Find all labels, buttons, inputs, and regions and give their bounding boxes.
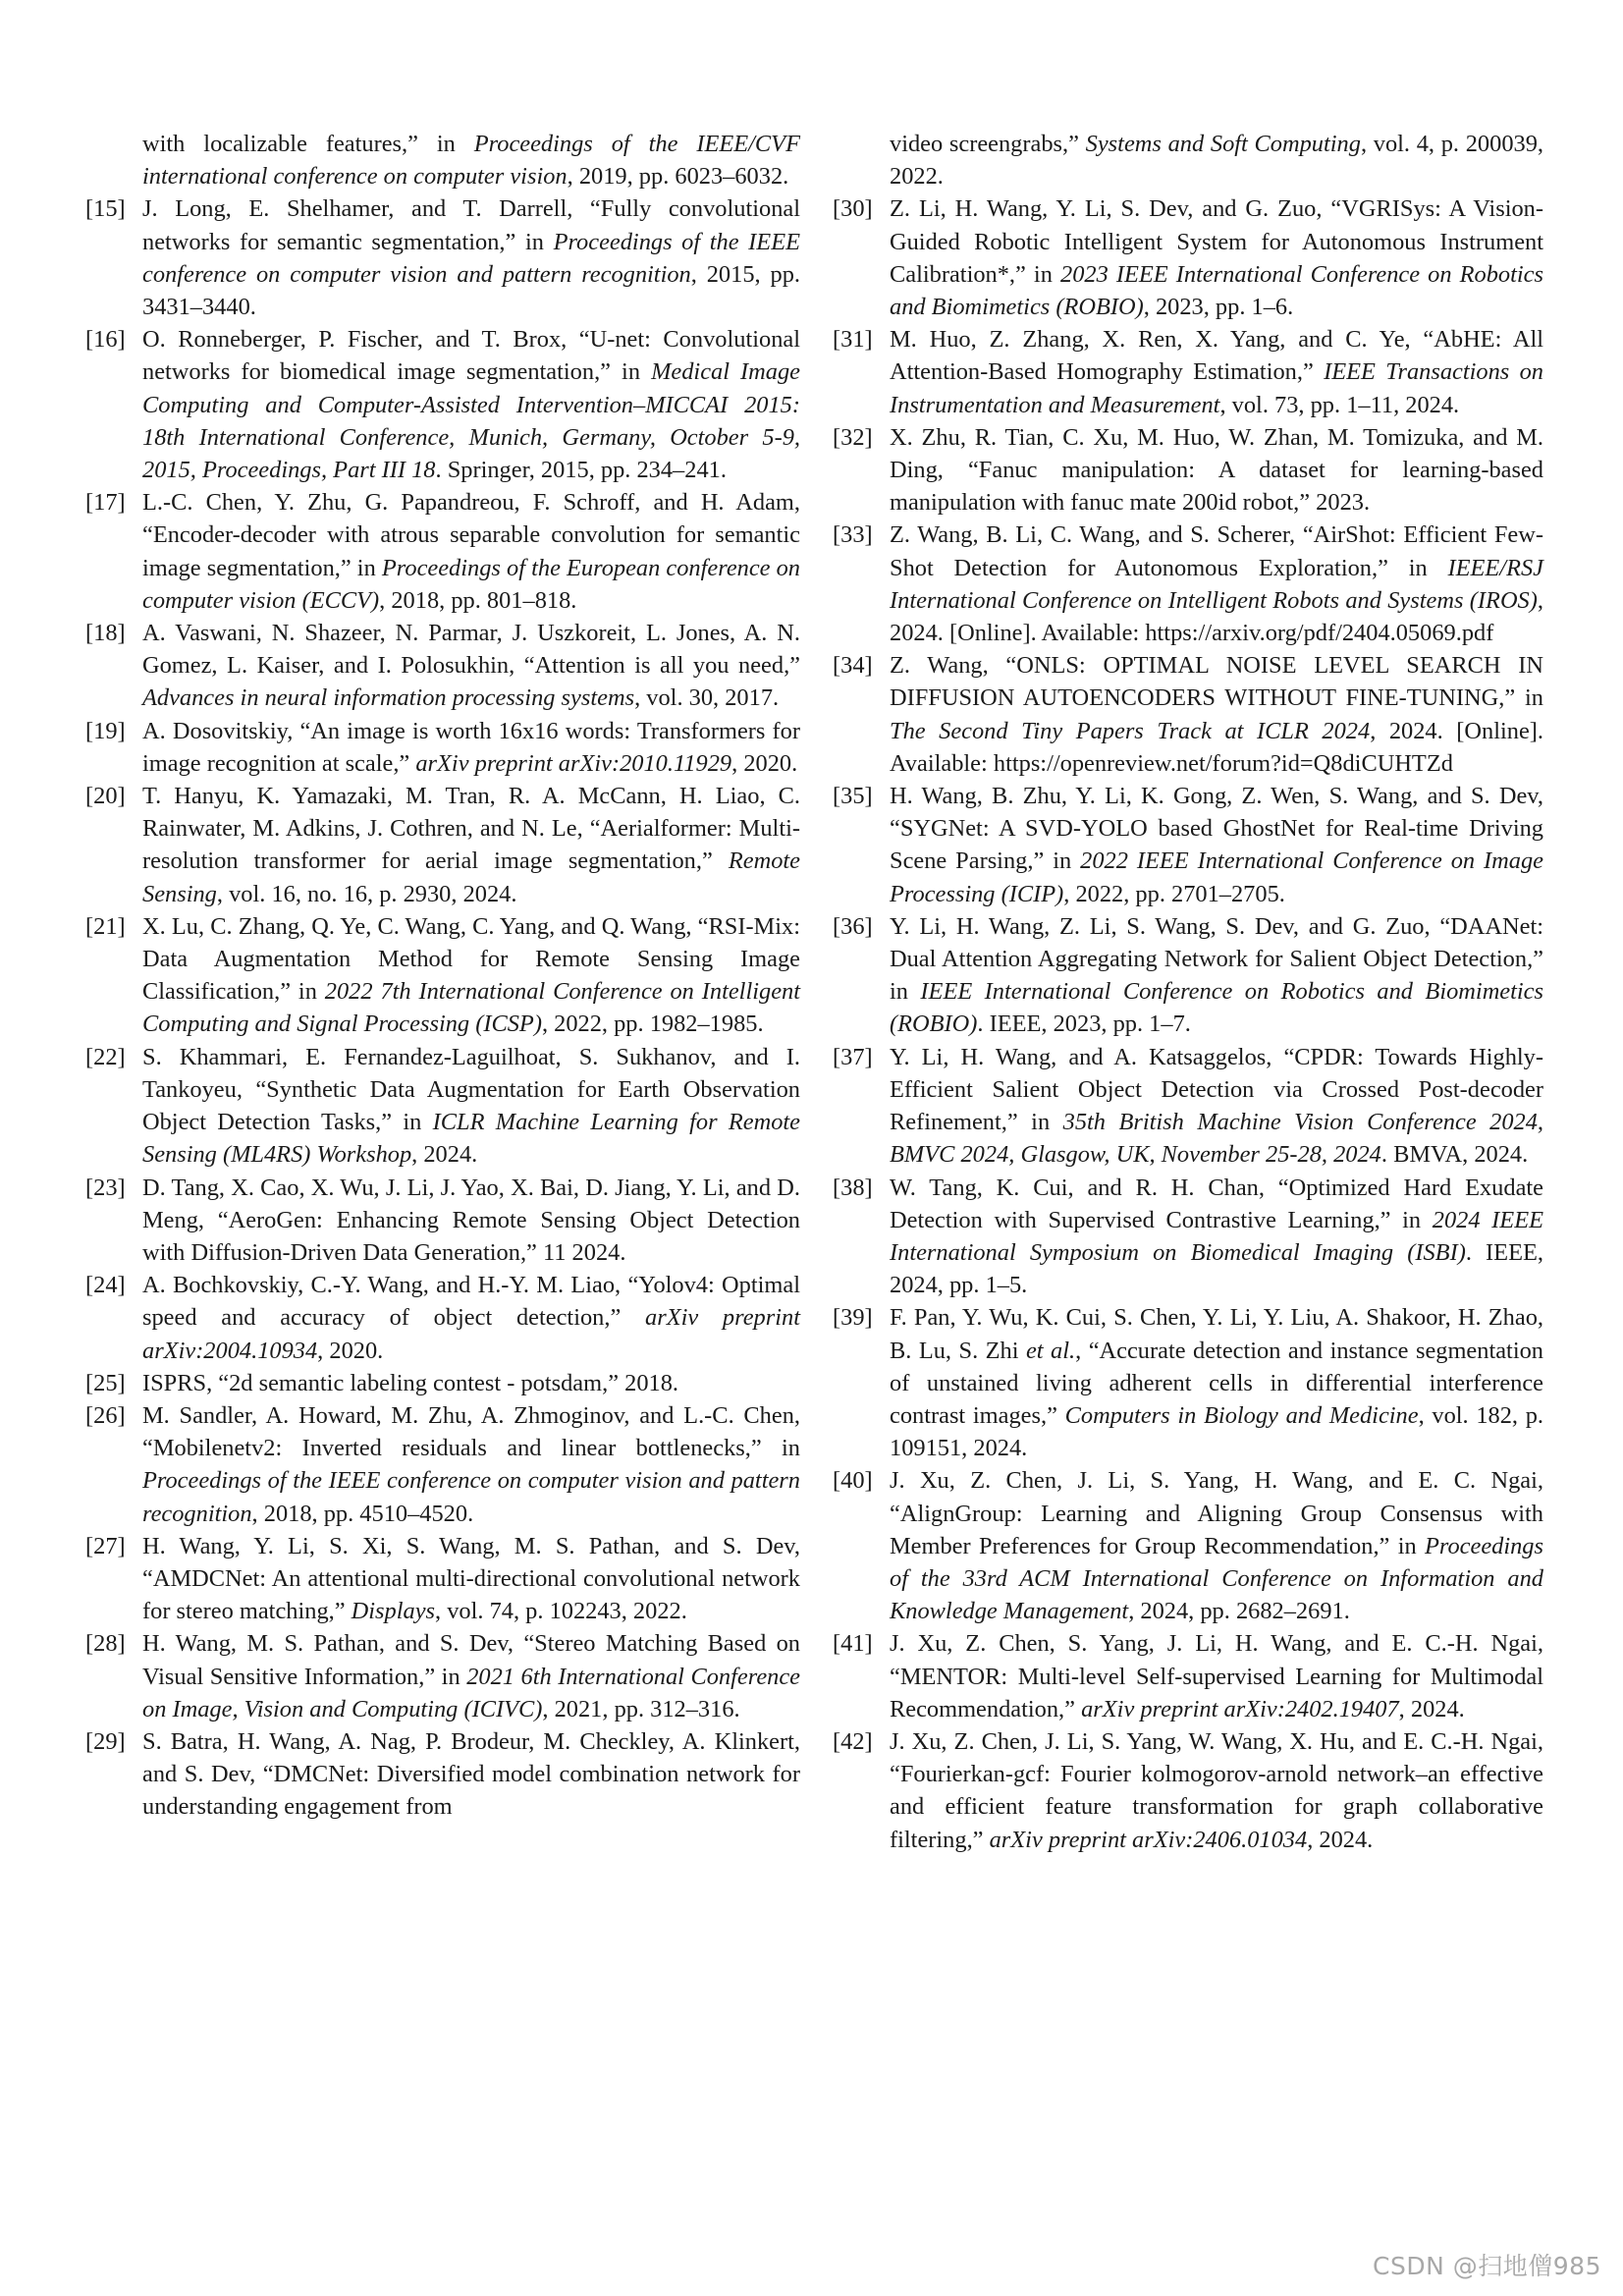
reference-number: [18] <box>85 620 126 647</box>
reference-text: , 2024, pp. 2682–2691. <box>1128 1598 1350 1625</box>
reference-venue-italic: 2022 IEEE International Conference on Image Processing (ICIP) <box>890 847 1543 907</box>
reference-venue-italic: The Second Tiny Papers Track at ICLR 2024 <box>890 717 1371 744</box>
reference-number: [36] <box>833 912 873 940</box>
reference-text: S. Khammari, E. Fernandez-Laguilhoat, S. Sukhanov, and I. Tankoyeu, “Synthetic Data Augmentation for Earth Observation Object Detection Tasks,” in <box>142 1043 800 1136</box>
reference-text: , 2024. <box>411 1141 478 1169</box>
reference-text: , 2019, pp. 6023–6032. <box>567 163 789 191</box>
reference-text: J. Xu, Z. Chen, J. Li, S. Yang, W. Wang, X. Hu, and E. C.-H. Ngai, “Fourierkan-gcf: Fourier kolmogorov-arnold network–an effective and efficient feature transformation for graph collaborative filtering,” <box>890 1727 1543 1853</box>
reference-entry <box>85 486 800 617</box>
reference-entry <box>833 421 1543 519</box>
reference-venue-italic: 2022 7th International Conference on Intelligent Computing and Signal Processing (ICSP) <box>142 978 800 1038</box>
reference-text: , 2020. <box>317 1337 384 1364</box>
reference-text: , 2024. <box>1307 1826 1374 1853</box>
reference-venue-italic: arXiv preprint arXiv:2406.01034 <box>989 1826 1308 1853</box>
reference-text: X. Zhu, R. Tian, C. Xu, M. Huo, W. Zhan, M. Tomizuka, and M. Ding, “Fanuc manipulation: A dataset for learning-based manipulation with fanuc mate 200id robot,” 2023. <box>890 423 1543 517</box>
reference-entry <box>833 519 1543 649</box>
reference-number: [19] <box>85 717 126 744</box>
reference-venue-italic: Systems and Soft Computing <box>1085 131 1361 157</box>
reference-venue-italic: 35th British Machine Vision Conference 2024, BMVC 2024, Glasgow, UK, November 25-28, 2024 <box>890 1109 1544 1169</box>
reference-text: M. Sandler, A. Howard, M. Zhu, A. Zhmoginov, and L.-C. Chen, “Mobilenetv2: Inverted residuals and linear bottlenecks,” in <box>142 1401 800 1462</box>
reference-text: O. Ronneberger, P. Fischer, and T. Brox, “U-net: Convolutional networks for biomedical image segmentation,” in <box>142 326 800 386</box>
reference-text: , 2024. [Online]. Available: https://openreview.net/forum?id=Q8diCUHTZd <box>890 717 1543 777</box>
reference-text: F. Pan, Y. Wu, K. Cui, S. Chen, Y. Li, Y. Liu, A. Shakoor, H. Zhao, B. Lu, S. Zhi <box>890 1304 1543 1364</box>
reference-venue-italic: Computers in Biology and Medicine <box>1064 1401 1419 1429</box>
reference-text: ISPRS, “2d semantic labeling contest - potsdam,” 2018. <box>142 1369 679 1396</box>
reference-number: [30] <box>833 195 873 223</box>
reference-venue-italic: Remote Sensing <box>142 847 800 907</box>
reference-number: [17] <box>85 489 126 517</box>
reference-venue-italic: arXiv preprint arXiv:2004.10934 <box>142 1304 800 1364</box>
reference-entry <box>833 910 1543 1041</box>
reference-number: [32] <box>833 423 873 451</box>
reference-text: , “Accurate detection and instance segmentation of unstained living adherent cells in differential interference contrast images,” <box>890 1337 1544 1429</box>
reference-text: , 2024. <box>1398 1695 1465 1722</box>
reference-venue-italic: 2023 IEEE International Conference on Robotics and Biomimetics (ROBIO) <box>890 260 1543 321</box>
reference-venue-italic: IEEE/RSJ International Conference on Intelligent Robots and Systems (IROS) <box>890 554 1543 614</box>
reference-number: [27] <box>85 1532 126 1559</box>
reference-number: [29] <box>85 1727 126 1755</box>
references-left-column <box>85 128 800 1824</box>
reference-venue-italic: arXiv preprint arXiv:2402.19407 <box>1081 1695 1399 1722</box>
reference-text: . IEEE, 2024, pp. 1–5. <box>890 1238 1543 1299</box>
reference-text: . Springer, 2015, pp. 234–241. <box>435 457 727 484</box>
reference-entry <box>833 323 1543 421</box>
reference-text: A. Bochkovskiy, C.-Y. Wang, and H.-Y. M. Liao, “Yolov4: Optimal speed and accuracy of object detection,” <box>142 1272 800 1332</box>
reference-text: , 2023, pp. 1–6. <box>1143 294 1294 321</box>
reference-text: Z. Wang, B. Li, C. Wang, and S. Scherer, “AirShot: Efficient Few-Shot Detection for Autonomous Exploration,” in <box>890 521 1543 581</box>
reference-venue-italic: Medical Image Computing and Computer-Assisted Intervention–MICCAI 2015: 18th International Conference, Munich, Germany, October 5-9, 2015, Proceedings, Part III 18 <box>142 358 800 484</box>
reference-text: A. Vaswani, N. Shazeer, N. Parmar, J. Uszkoreit, L. Jones, A. N. Gomez, L. Kaiser, and I. Polosukhin, “Attention is all you need,” <box>142 620 800 680</box>
reference-venue-italic: Advances in neural information processing systems <box>142 684 635 712</box>
reference-text: , 2018, pp. 4510–4520. <box>251 1500 474 1527</box>
reference-text: , vol. 4, p. 200039, 2022. <box>890 131 1543 191</box>
reference-number: [31] <box>833 326 873 354</box>
reference-entry <box>833 649 1543 780</box>
reference-text: , vol. 74, p. 102243, 2022. <box>435 1598 687 1625</box>
reference-number: [25] <box>85 1369 126 1396</box>
reference-number: [15] <box>85 195 126 223</box>
reference-entry-continued <box>85 128 800 192</box>
reference-text: D. Tang, X. Cao, X. Wu, J. Li, J. Yao, X. Bai, D. Jiang, Y. Li, and D. Meng, “AeroGen: Enhancing Remote Sensing Object Detection with Diffusion-Driven Data Generation,” 11 2024. <box>142 1174 800 1266</box>
reference-text: Z. Li, H. Wang, Y. Li, S. Dev, and G. Zuo, “VGRISys: A Vision-Guided Robotic Intelligent System for Autonomous Instrument Calibration*,” in <box>890 195 1543 288</box>
reference-venue-italic: IEEE Transactions on Instrumentation and Measurement <box>890 358 1543 418</box>
reference-number: [26] <box>85 1401 126 1429</box>
reference-entry <box>833 1172 1543 1302</box>
reference-entry <box>85 1725 800 1824</box>
reference-entry <box>85 617 800 715</box>
reference-text: video screengrabs,” <box>890 131 1086 157</box>
reference-text: , 2018, pp. 801–818. <box>379 586 577 614</box>
reference-venue-italic: ICLR Machine Learning for Remote Sensing (ML4RS) Workshop <box>142 1109 800 1169</box>
reference-entry <box>85 1172 800 1270</box>
csdn-watermark: CSDN @扫地僧985 <box>1373 2251 1601 2280</box>
reference-text: , 2022, pp. 1982–1985. <box>541 1011 764 1038</box>
reference-number: [40] <box>833 1467 873 1495</box>
reference-number: [37] <box>833 1043 873 1070</box>
reference-text: X. Lu, C. Zhang, Q. Ye, C. Wang, C. Yang, and Q. Wang, “RSI-Mix: Data Augmentation Method for Remote Sensing Image Classification,” in <box>142 912 800 1006</box>
reference-number: [34] <box>833 652 873 680</box>
reference-entry <box>85 1367 800 1399</box>
reference-text: with localizable features,” in <box>142 131 474 157</box>
reference-number: [28] <box>85 1630 126 1658</box>
reference-text: H. Wang, Y. Li, S. Xi, S. Wang, M. S. Pathan, and S. Dev, “AMDCNet: An attentional multi-directional convolutional network for stereo matching,” <box>142 1532 800 1625</box>
reference-entry <box>833 1627 1543 1725</box>
reference-text: Y. Li, H. Wang, and A. Katsaggelos, “CPDR: Towards Highly-Efficient Salient Object Detection via Crossed Post-decoder Refinement,” in <box>890 1043 1543 1136</box>
reference-number: [23] <box>85 1174 126 1201</box>
reference-text: , 2021, pp. 312–316. <box>542 1695 740 1722</box>
reference-entry <box>833 1464 1543 1627</box>
reference-number: [38] <box>833 1174 873 1201</box>
reference-venue-italic: 2021 6th International Conference on Image, Vision and Computing (ICIVC) <box>142 1663 800 1722</box>
reference-number: [21] <box>85 912 126 940</box>
reference-entry <box>833 192 1543 323</box>
reference-entry <box>85 910 800 1041</box>
reference-entry <box>85 1399 800 1530</box>
reference-text: H. Wang, B. Zhu, Y. Li, K. Gong, Z. Wen, S. Wang, and S. Dev, “SYGNet: A SVD-YOLO based GhostNet for Real-time Driving Scene Parsing,” in <box>890 783 1543 875</box>
reference-text: , 2020. <box>731 749 798 777</box>
reference-entry <box>833 1301 1543 1464</box>
reference-venue-italic: Proceedings of the IEEE/CVF international conference on computer vision <box>142 131 800 191</box>
reference-number: [20] <box>85 783 126 810</box>
reference-entry <box>85 1530 800 1628</box>
reference-venue-italic: Proceedings of the IEEE conference on computer vision and pattern recognition <box>142 1467 800 1527</box>
reference-text: Y. Li, H. Wang, Z. Li, S. Wang, S. Dev, and G. Zuo, “DAANet: Dual Attention Aggregating Network for Salient Object Detection,” in <box>890 912 1543 1006</box>
reference-entry <box>85 1627 800 1725</box>
reference-entry <box>85 1269 800 1367</box>
reference-text: J. Xu, Z. Chen, S. Yang, J. Li, H. Wang, and E. C.-H. Ngai, “MENTOR: Multi-level Self-supervised Learning for Multimodal Recommendation,” <box>890 1630 1543 1722</box>
reference-entry <box>833 1041 1543 1172</box>
reference-entry <box>85 715 800 780</box>
reference-venue-italic: et al. <box>1025 1337 1076 1364</box>
reference-number: [24] <box>85 1272 126 1299</box>
reference-text: J. Xu, Z. Chen, J. Li, S. Yang, H. Wang, and E. C. Ngai, “AlignGroup: Learning and Aligning Group Consensus with Member Preferences for Group Recommendation,” in <box>890 1467 1543 1559</box>
reference-text: L.-C. Chen, Y. Zhu, G. Papandreou, F. Schroff, and H. Adam, “Encoder-decoder with atrous separable convolution for semantic image segmentation,” in <box>142 489 800 581</box>
reference-text: W. Tang, K. Cui, and R. H. Chan, “Optimized Hard Exudate Detection with Supervised Contrastive Learning,” in <box>890 1174 1543 1233</box>
reference-number: [22] <box>85 1043 126 1070</box>
reference-number: [16] <box>85 326 126 354</box>
reference-number: [33] <box>833 521 873 549</box>
reference-entry <box>85 323 800 486</box>
reference-venue-italic: Proceedings of the European conference on computer vision (ECCV) <box>142 554 800 614</box>
reference-text: , 2022, pp. 2701–2705. <box>1063 880 1285 907</box>
reference-text: , vol. 16, no. 16, p. 2930, 2024. <box>216 880 517 907</box>
reference-number: [41] <box>833 1630 873 1658</box>
reference-text: S. Batra, H. Wang, A. Nag, P. Brodeur, M. Checkley, A. Klinkert, and S. Dev, “DMCNet: Diversified model combination network for understanding engagement from <box>142 1727 800 1821</box>
reference-entry-continued <box>833 128 1543 192</box>
reference-entry <box>833 1725 1543 1856</box>
reference-venue-italic: IEEE International Conference on Robotics and Biomimetics (ROBIO) <box>890 978 1544 1038</box>
reference-text: , vol. 30, 2017. <box>634 684 780 712</box>
reference-venue-italic: arXiv preprint arXiv:2010.11929 <box>415 749 732 777</box>
reference-entry <box>85 1041 800 1172</box>
reference-text: M. Huo, Z. Zhang, X. Ren, X. Yang, and C. Ye, “AbHE: All Attention-Based Homography Estimation,” <box>890 326 1543 386</box>
reference-venue-italic: 2024 IEEE International Symposium on Biomedical Imaging (ISBI) <box>890 1206 1544 1266</box>
reference-venue-italic: Proceedings of the IEEE conference on computer vision and pattern recognition <box>142 228 800 288</box>
references-right-column <box>833 128 1543 1856</box>
reference-text: . IEEE, 2023, pp. 1–7. <box>977 1011 1191 1038</box>
reference-text: , vol. 182, p. 109151, 2024. <box>890 1401 1544 1462</box>
reference-number: [35] <box>833 783 873 810</box>
reference-text: A. Dosovitskiy, “An image is worth 16x16 words: Transformers for image recognition at scale,” <box>142 717 800 777</box>
reference-text: , vol. 73, pp. 1–11, 2024. <box>1219 391 1460 418</box>
reference-text: H. Wang, M. S. Pathan, and S. Dev, “Stereo Matching Based on Visual Sensitive Information,” in <box>142 1630 800 1690</box>
reference-text: . BMVA, 2024. <box>1380 1141 1529 1169</box>
reference-entry <box>833 780 1543 910</box>
reference-venue-italic: Proceedings of the 33rd ACM International Conference on Information and Knowledge Management <box>890 1532 1543 1625</box>
reference-text: , 2024. [Online]. Available: https://arxiv.org/pdf/2404.05069.pdf <box>890 586 1543 647</box>
reference-number: [42] <box>833 1727 873 1755</box>
reference-text: J. Long, E. Shelhamer, and T. Darrell, “Fully convolutional networks for semantic segmentation,” in <box>142 195 800 255</box>
reference-entry <box>85 192 800 323</box>
reference-text: T. Hanyu, K. Yamazaki, M. Tran, R. A. McCann, H. Liao, C. Rainwater, M. Adkins, J. Cothren, and N. Le, “Aerialformer: Multi-resolution transformer for aerial image segmentation,” <box>142 783 800 875</box>
reference-venue-italic: Displays <box>351 1598 436 1625</box>
reference-text: , 2015, pp. 3431–3440. <box>142 260 800 321</box>
reference-entry <box>85 780 800 910</box>
reference-number: [39] <box>833 1304 873 1332</box>
reference-text: Z. Wang, “ONLS: OPTIMAL NOISE LEVEL SEARCH IN DIFFUSION AUTOENCODERS WITHOUT FINE-TUNING,” in <box>890 652 1543 712</box>
